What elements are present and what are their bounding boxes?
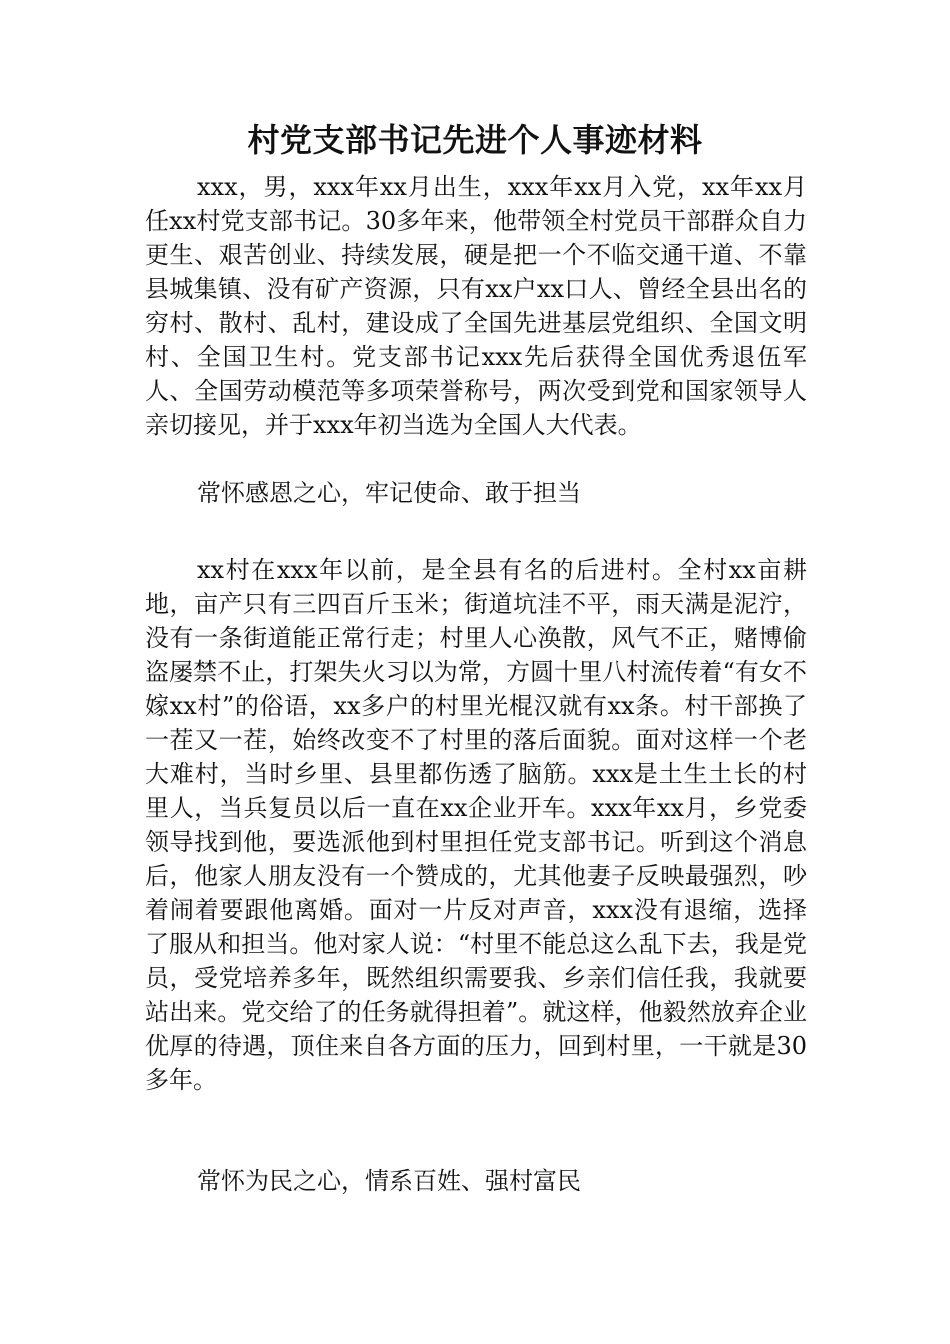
intro-paragraph: xxx，男，xxx年xx月出生，xxx年xx月入党，xx年xx月任xx村党支部书记。30多年来，他带领全村党员干部群众自力更生、艰苦创业、持续发展，硬是把一个不临交通干道、不靠县城集镇、没有矿产资源，只有xx户xx口人、曾经全县出名的穷村、散村、乱村，建设成了全国先进基层党组织、全国文明村、全国卫生村。党支部书记xxx先后获得全国优秀退伍军人、全国劳动模范等多项荣誉称号，两次受到党和国家领导人亲切接见，并于xxx年初当选为全国人大代表。 [145,173,807,439]
document-title: 村党支部书记先进个人事迹材料 [247,121,703,159]
section-heading-gratitude: 常怀感恩之心，牢记使命、敢于担当 [197,479,581,507]
body-paragraph: xx村在xxx年以前，是全县有名的后进村。全村xx亩耕地，亩产只有三四百斤玉米；街道坑洼不平，雨天满是泥泞，没有一条街道能正常行走；村里人心涣散，风气不正，赌博偷盗屡禁不止，打架失火习以为常，方圆十里八村流传着“有女不嫁xx村”的俗语，xx多户的村里光棍汉就有xx条。村干部换了一茬又一茬，始终改变不了村里的落后面貌。面对这样一个老大难村，当时乡里、县里都伤透了脑筋。xxx是土生土长的村里人，当兵复员以后一直在xx企业开车。xxx年xx月，乡党委领导找到他，要选派他到村里担任党支部书记。听到这个消息后，他家人朋友没有一个赞成的，尤其他妻子反映最强烈，吵着闹着要跟他离婚。面对一片反对声音，xxx没有退缩，选择了服从和担当。他对家人说：“村里不能总这么乱下去，我是党员，受党培养多年，既然组织需要我、乡亲们信任我，我就要站出来。党交给了的任务就得担着”。就这样，他毅然放弃企业优厚的待遇，顶住来自各方面的压力，回到村里，一干就是30多年。 [145,556,807,1094]
section-heading-people: 常怀为民之心，情系百姓、强村富民 [197,1167,581,1195]
